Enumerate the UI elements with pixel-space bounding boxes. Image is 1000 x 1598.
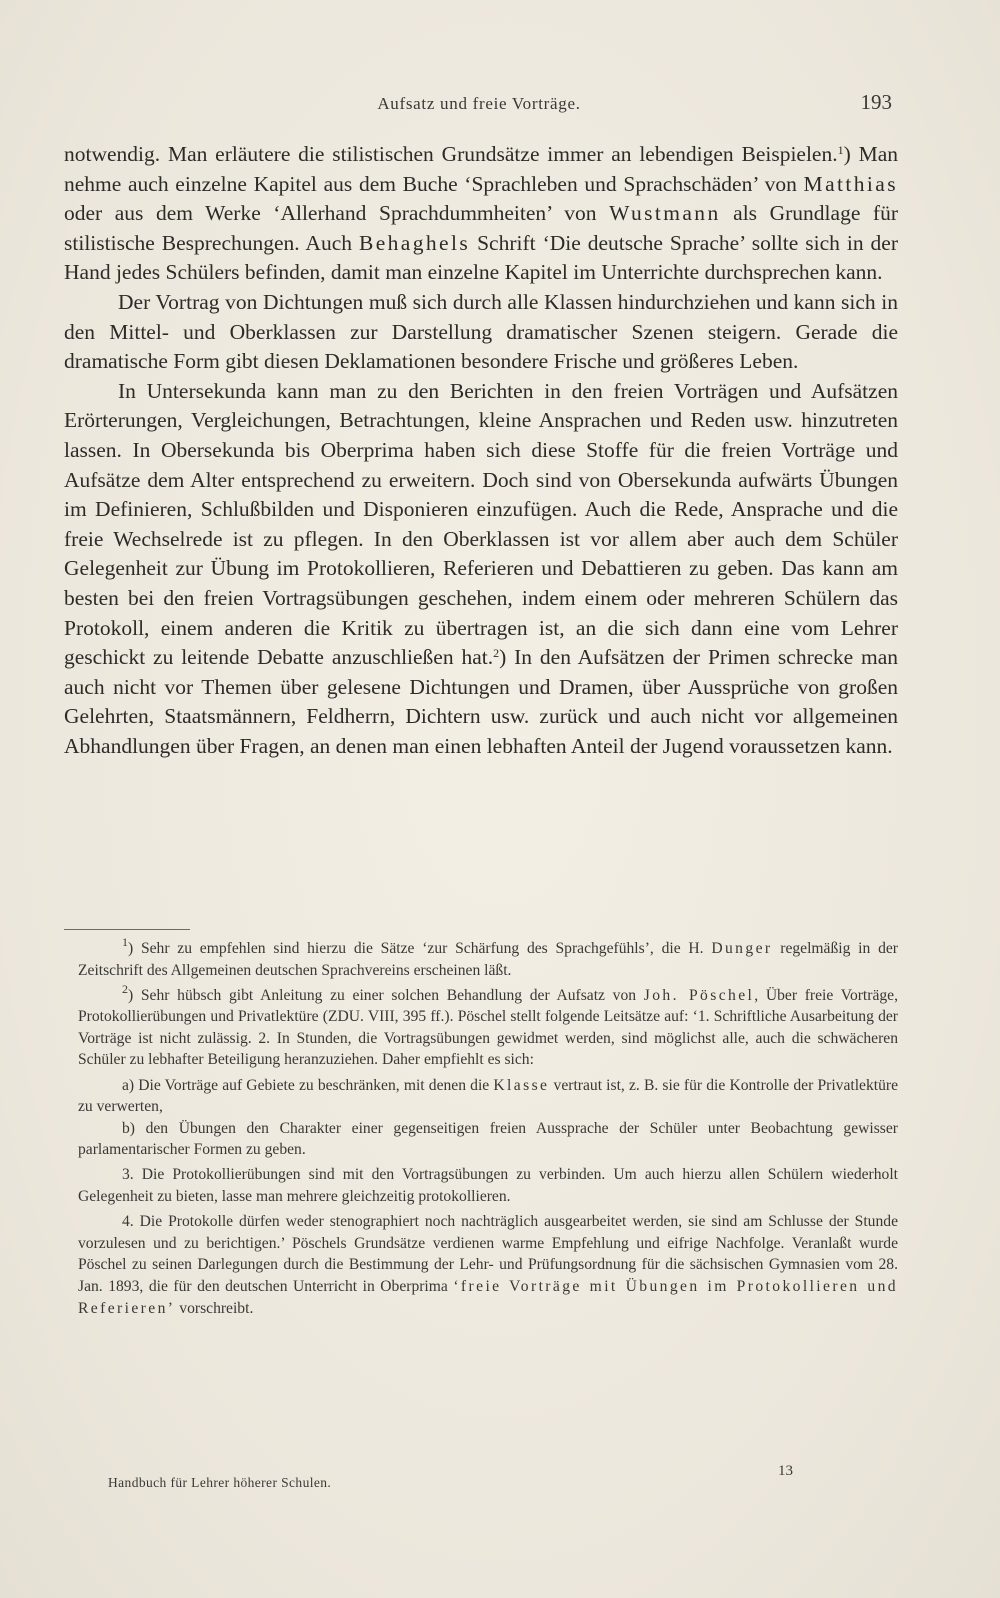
page-header: [62, 90, 896, 120]
text-run: vorschreibt.: [175, 1299, 254, 1317]
sheet-signature: 13: [778, 1463, 793, 1479]
text-run: , Über freie Vorträge, Protokollierübungen und Privatlektüre (ZDU. VIII, 395 ff.). Pöschel stellt folgende Leitsätze auf: ‘1. Schriftliche Ausarbeitung der Vorträge ist nicht zulässig. 2. In Stunden, die Vortragsübungen gewidmet werden, sind möglichst alle, auch die schwächeren Schüler zu lebhafter Beteiligung heranzuziehen. Daher empfiehlt es sich:: [78, 986, 898, 1069]
text-run: a) Die Vorträge auf Gebiete zu beschränken, mit denen die: [122, 1076, 494, 1094]
footnotes: [78, 935, 898, 1323]
text-run: notwendig. Man erläutere die stilistischen Grundsätze immer an lebendigen Beispielen.: [64, 142, 838, 166]
author-name-dunger: Dunger: [711, 940, 773, 957]
text-run: ) Sehr hübsch gibt Anleitung zu einer solchen Behandlung der Aufsatz von: [128, 986, 644, 1004]
text-run: ) Sehr zu empfehlen sind hierzu die Sätze ‘zur Schärfung des Sprachgefühls’, die H.: [128, 940, 712, 957]
footnote-1: [78, 935, 898, 981]
footnote-divider: [64, 929, 190, 930]
footnote-ref-2: 2: [493, 646, 500, 661]
footnote-ref-1: 1: [837, 143, 844, 157]
author-name-poeschel: Joh. Pöschel: [643, 986, 755, 1004]
paragraph-1: [64, 140, 898, 288]
footnote-item-4: [78, 1211, 898, 1319]
author-name-behaghel: Behaghels: [358, 230, 471, 255]
text-run: 4. Die Protokolle dürfen weder stenographiert noch nachträglich ausgearbeitet werden, sie sind am Schlusse der Stunde vorzulesen und zu berichtigen.’ Pöschels Grundsätze verdienen warme Empfehlung und eifrige Nachfolge. Veranlaßt wurde Pöschel zu seinen Darlegungen durch die Bestimmung der Lehr- und Prüfungsordnung für die sächsischen Gymnasien vom 28. Jan. 1893, die für den deutschen Unterricht in Oberprima: [78, 1213, 898, 1295]
text-run: ) Man nehme auch einzelne Kapitel aus dem Buche ‘Sprachleben und Sprachschäden’ von: [64, 142, 898, 196]
running-title: Aufsatz und freie Vorträge.: [377, 94, 581, 113]
text-run: vertraut ist, z. B. sie für die Kontrolle der Privatlektüre zu verwerten,: [78, 1076, 898, 1116]
footnote-2: [78, 981, 898, 1071]
text-run: ) In den Aufsätzen der Primen schrecke man auch nicht vor Themen über gelesene Dichtungen und Dramen, über Aussprüche von großen Gelehrten, Staatsmännern, Feldherrn, Dichtern usw. zurück und auch nicht vor allgemeinen Abhandlungen über Fragen, an denen man einen lebhaften Anteil der Jugend voraussetzen kann.: [64, 645, 898, 758]
text-run: Schrift ‘Die deutsche Sprache’ sollte sich in der Hand jedes Schülers befinden, damit man einzelne Kapitel im Unterrichte durchsprechen kann.: [64, 230, 898, 285]
paragraph-2: Der Vortrag von Dichtungen muß sich durch alle Klassen hindurchziehen und kann sich in den Mittel- und Oberklassen zur Darstellung dramatischer Szenen steigern. Gerade die dramatische Form gibt diesen Deklamationen besondere Frische und größeres Leben.: [64, 289, 898, 374]
page-number: 193: [860, 90, 892, 114]
spaced-word-klasse: Klasse: [493, 1076, 550, 1094]
author-name-matthias: Matthias: [803, 171, 898, 196]
page-footer: [108, 1463, 898, 1503]
text-run: als Grundlage für stilistische Besprechungen. Auch: [64, 201, 898, 255]
book-title: Handbuch für Lehrer höherer Schulen.: [108, 1475, 332, 1490]
text-run: In Untersekunda kann man zu den Berichten in den freien Vorträgen und Aufsätzen Erörterungen, Vergleichungen, Betrachtungen, kleine Ansprachen und Reden usw. hinzutreten lassen. In Obersekunda bis Oberprima haben sich diese Stoffe für die freien Vorträge und Aufsätze dem Alter entsprechend zu erweitern. Doch sind von Obersekunda aufwärts Übungen im Definieren, Schlußbilden und Disponieren einzufügen. Auch die Rede, Ansprache und die freie Wechselrede ist zu pflegen. In den Oberklassen ist vor allem aber auch dem Schüler Gelegenheit zur Übung im Protokollieren, Referieren und Debattieren zu geben. Das kann am besten bei den freien Vortragsübungen geschehen, indem einem oder mehreren Schülern das Protokoll, einem anderen die Kritik zu übertragen ist, an die sich dann eine vom Lehrer geschickt zu leitende Debatte anzuschließen hat.: [64, 378, 898, 670]
spaced-quote: ‘freie Vorträge mit Übungen im Protokollieren und Referieren’: [78, 1277, 898, 1317]
author-name-wustmann: Wustmann: [609, 201, 721, 226]
text-run: regelmäßig in der Zeitschrift des Allgemeinen deutschen Sprachvereins erscheinen läßt.: [78, 940, 898, 979]
footnote-item-3: 3. Die Protokollierübungen sind mit den Vortragsübungen zu verbinden. Um auch hierzu allen Schülern wiederholt Gelegenheit zu bieten, lasse man mehrere gleichzeitig protokollieren.: [78, 1166, 898, 1206]
footnote-item-b: b) den Übungen den Charakter einer gegenseitigen freien Aussprache der Schüler unter Beobachtung gewisser parlamentarischer Formen zu geben.: [78, 1119, 898, 1159]
footnote-item-a: [78, 1075, 898, 1118]
footnote-mark-1: 1: [122, 935, 128, 949]
paragraph-3: [64, 377, 898, 762]
text-run: oder aus dem Werke ‘Allerhand Sprachdummheiten’ von: [64, 201, 610, 226]
footnote-mark-2: 2: [122, 981, 128, 996]
main-text: [64, 140, 898, 761]
